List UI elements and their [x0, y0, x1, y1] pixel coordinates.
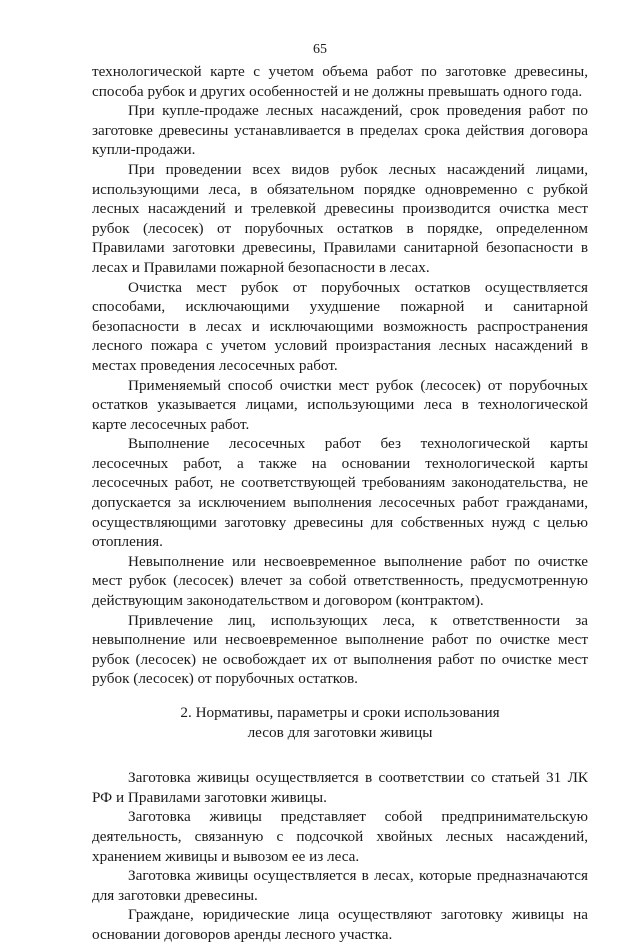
paragraph-clearing-method-map: Применяемый способ очистки мест рубок (лесосек) от порубочных остатков указывается лицами, использующими леса в технологической карте лесосечных работ.	[92, 376, 588, 433]
page-content	[92, 62, 588, 945]
paragraph-clearing-obligation: При проведении всех видов рубок лесных насаждений лицами, использующими леса, в обязательном порядке одновременно с рубкой лесных насаждений и трелевкой древесины производится очистка мест рубок (лесосек) от порубочных остатков в порядке, определенном Правилами заготовки древесины, Правилами санитарной безопасности в лесах и Правилами пожарной безопасности в лесах.	[92, 160, 588, 276]
paragraph-resin-lease: Граждане, юридические лица осуществляют заготовку живицы на основании договоров аренды лесного участка.	[92, 906, 588, 943]
section-gap	[92, 742, 588, 768]
paragraph-clearing-methods: Очистка мест рубок от порубочных остатков осуществляется способами, исключающими ухудшение пожарной и санитарной безопасности в лесах и исключающими возможность распространения лесного пожара с учетом условий произрастания лесных насаждений в местах проведения лесосечных работ.	[92, 278, 588, 374]
paragraph-resin-law: Заготовка живицы осуществляется в соответствии со статьей 31 ЛК РФ и Правилами заготовки живицы.	[92, 769, 588, 806]
paragraph-liability: Невыполнение или несвоевременное выполнение работ по очистке мест рубок (лесосек) влечет за собой ответственность, предусмотренную действующим законодательством и договором (контрактом).	[92, 552, 588, 610]
section-heading-line-2: лесов для заготовки живицы	[247, 723, 433, 741]
paragraph-resin-definition: Заготовка живицы представляет собой предпринимательскую деятельность, связанную с подсочкой хвойных лесных насаждений, хранением живицы и вывозом ее из леса.	[92, 808, 588, 865]
paragraph-liability-no-release: Привлечение лиц, использующих леса, к ответственности за невыполнение или несвоевременное выполнение работ по очистке мест рубок (лесосек) не освобождает их от выполнения работ по очистке мест рубок (лесосек) от порубочных остатков.	[92, 611, 588, 688]
paragraph-no-map-prohibited: Выполнение лесосечных работ без технологической карты лесосечных работ, а также на основании технологической карты лесосечных работ, не соответствующей требованиям законодательства, не допускается за исключением выполнения лесосечных работ гражданами, осуществляющими заготовку древесины для собственных нужд с целью отопления.	[92, 435, 588, 551]
section-heading	[92, 703, 588, 742]
section-heading-line-1: 2. Нормативы, параметры и сроки использования	[180, 704, 500, 721]
page-number: 65	[313, 42, 327, 57]
paragraph-resin-forests: Заготовка живицы осуществляется в лесах, которые предназначаются для заготовки древесины.	[92, 867, 588, 904]
paragraph-term-sale: При купле-продаже лесных насаждений, срок проведения работ по заготовке древесины устанавливается в пределах срока действия договора купли-продажи.	[92, 102, 588, 159]
paragraph-continuation: технологической карте с учетом объема работ по заготовке древесины, способа рубок и других особенностей и не должны превышать одного года.	[92, 63, 588, 100]
